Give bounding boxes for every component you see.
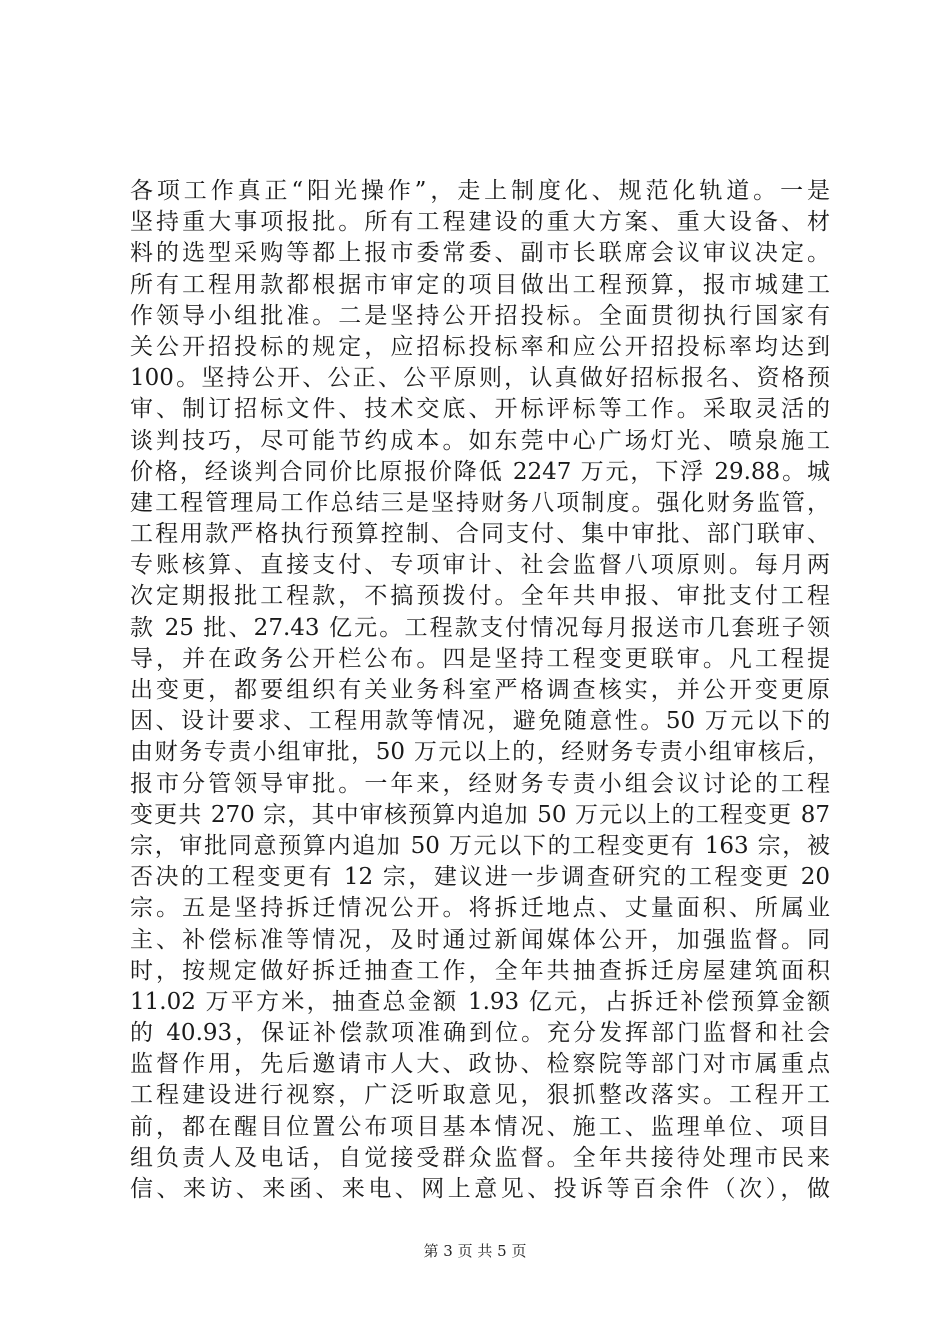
text-line-5: 作领导小组批准。二是坚持公开招投标。全面贯彻执行国家有 <box>130 302 830 329</box>
text-line-26: 时，按规定做好拆迁抽查工作，全年共抽查拆迁房屋建筑面积 <box>130 957 830 984</box>
text-line-25: 主、补偿标准等情况，及时通过新闻媒体公开，加强监督。同 <box>130 926 830 953</box>
text-line-33: 信、来访、来函、来电、网上意见、投诉等百余件（次），做 <box>130 1176 830 1202</box>
text-line-13: 专账核算、直接支付、专项审计、社会监督八项原则。每月两 <box>130 552 830 579</box>
text-line-15: 款 25 批、27.43 亿元。工程款支付情况每月报送市几套班子领 <box>130 614 830 641</box>
text-line-30: 工程建设进行视察，广泛听取意见，狠抓整改落实。工程开工 <box>130 1082 830 1109</box>
text-line-2: 坚持重大事项报批。所有工程建设的重大方案、重大设备、材 <box>130 209 830 236</box>
text-line-1: 各项工作真正“阳光操作”，走上制度化、规范化轨道。一是 <box>130 178 830 204</box>
text-line-28: 的 40.93，保证补偿款项准确到位。充分发挥部门监督和社会 <box>130 1020 830 1047</box>
page-number-label: 第 3 页 共 5 页 <box>423 1242 527 1260</box>
text-line-31: 前，都在醒目位置公布项目基本情况、施工、监理单位、项目 <box>130 1113 830 1140</box>
text-line-24: 宗。五是坚持拆迁情况公开。将拆迁地点、丈量面积、所属业 <box>130 895 830 922</box>
text-line-10: 价格，经谈判合同价比原报价降低 2247 万元，下浮 29.88。城 <box>130 458 830 485</box>
text-line-29: 监督作用，先后邀请市人大、政协、检察院等部门对市属重点 <box>130 1051 830 1078</box>
text-line-19: 由财务专责小组审批，50 万元以上的，经财务专责小组审核后， <box>130 739 830 766</box>
text-line-9: 谈判技巧，尽可能节约成本。如东莞中心广场灯光、喷泉施工 <box>130 427 830 454</box>
text-line-27: 11.02 万平方米，抽查总金额 1.93 亿元，占拆迁补偿预算金额 <box>130 988 830 1015</box>
text-line-12: 工程用款严格执行预算控制、合同支付、集中审批、部门联审、 <box>130 521 830 548</box>
text-line-21: 变更共 270 宗，其中审核预算内追加 50 万元以上的工程变更 87 <box>130 801 830 828</box>
text-line-7: 100。坚持公开、公正、公平原则，认真做好招标报名、资格预 <box>130 365 830 392</box>
text-line-14: 次定期报批工程款，不搞预拨付。全年共申报、审批支付工程 <box>130 583 830 610</box>
text-line-16: 导，并在政务公开栏公布。四是坚持工程变更联审。凡工程提 <box>130 645 830 672</box>
text-line-8: 审、制订招标文件、技术交底、开标评标等工作。采取灵活的 <box>130 396 830 423</box>
page-footer <box>0 1241 950 1261</box>
text-line-6: 关公开招投标的规定，应招标投标率和应公开招投标率均达到 <box>130 333 830 360</box>
text-line-32: 组负责人及电话，自觉接受群众监督。全年共接待处理市民来 <box>130 1144 830 1171</box>
text-line-23: 否决的工程变更有 12 宗，建议进一步调查研究的工程变更 20 <box>130 864 830 891</box>
text-line-17: 出变更，都要组织有关业务科室严格调查核实，并公开变更原 <box>130 677 830 703</box>
text-line-18: 因、设计要求、工程用款等情况，避免随意性。50 万元以下的 <box>130 708 830 735</box>
text-line-20: 报市分管领导审批。一年来，经财务专责小组会议讨论的工程 <box>130 770 830 797</box>
text-line-22: 宗，审批同意预算内追加 50 万元以下的工程变更有 163 宗，被 <box>130 832 830 859</box>
text-line-3: 料的选型采购等都上报市委常委、副市长联席会议审议决定。 <box>130 240 830 267</box>
body-text <box>130 176 830 1205</box>
text-line-11: 建工程管理局工作总结三是坚持财务八项制度。强化财务监管， <box>130 489 830 516</box>
text-line-4: 所有工程用款都根据市审定的项目做出工程预算，报市城建工 <box>130 271 830 298</box>
